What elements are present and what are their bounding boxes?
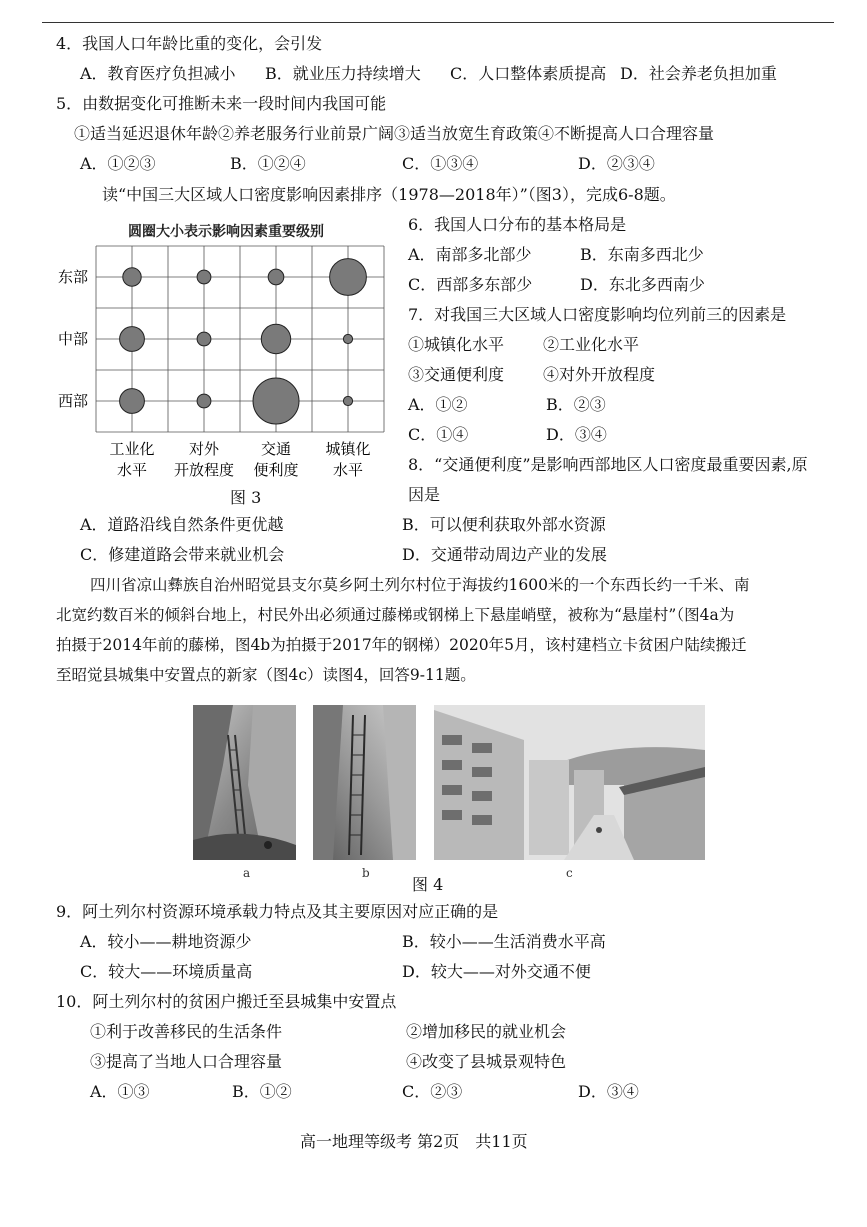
fig3-col-label: 对外 <box>188 440 220 458</box>
fig3-bubble <box>261 324 290 353</box>
q7-statement-3: ③交通便利度 <box>408 365 505 384</box>
q9-option-c: C．较大——环境质量高 <box>80 962 253 981</box>
q4-option-d: D．社会养老负担加重 <box>620 64 777 83</box>
fig3-col-label: 开放程度 <box>173 461 235 479</box>
q10-option-d: D．③④ <box>578 1082 639 1101</box>
top-rule <box>42 22 834 23</box>
figure-3-bubble-chart <box>56 216 396 506</box>
q8-option-c: C．修建道路会带来就业机会 <box>80 545 285 564</box>
passage-line-4: 至昭觉县城集中安置点的新家（图4c）读图4，回答9-11题。 <box>56 666 476 684</box>
q5-option-a: A．①②③ <box>80 154 156 173</box>
q4-option-a: A．教育医疗负担减小 <box>80 64 236 83</box>
q7-statement-2: ②工业化水平 <box>543 335 640 354</box>
passage-line-1: 四川省凉山彝族自治州昭觉县支尔莫乡阿土列尔村位于海拔约1600米的一个东西长约一千米、南 <box>90 576 750 594</box>
photo-4b-steel-ladder <box>313 705 416 860</box>
passage-line-2: 北宽约数百米的倾斜台地上，村民外出必须通过藤梯或钢梯上下悬崖峭壁，被称为“悬崖村”（图4a为 <box>56 606 735 624</box>
q6-option-a: A．南部多北部少 <box>408 245 532 264</box>
fig3-row-labels <box>58 268 88 410</box>
fig4-label-c: c <box>566 866 573 880</box>
q9-stem: 9．阿土列尔村资源环境承载力特点及其主要原因对应正确的是 <box>56 902 499 921</box>
fig4-label-a: a <box>243 866 251 880</box>
q10-stem: 10．阿土列尔村的贫困户搬迁至县城集中安置点 <box>56 992 397 1011</box>
q10-statement-4: ④改变了县城景观特色 <box>406 1052 567 1071</box>
q6-option-b: B．东南多西北少 <box>580 245 704 264</box>
fig3-bubble <box>253 378 299 424</box>
fig3-col-label: 水平 <box>116 461 148 479</box>
q9-option-b: B．较小——生活消费水平高 <box>402 932 606 951</box>
q7-statement-1: ①城镇化水平 <box>408 335 505 354</box>
fig3-row-label: 中部 <box>58 330 89 348</box>
fig3-row-label: 西部 <box>58 392 89 410</box>
q9-option-a: A．较小——耕地资源少 <box>80 932 252 951</box>
photo-4a-vine-ladder <box>193 705 296 860</box>
q9-option-d: D．较大——对外交通不便 <box>402 962 591 981</box>
fig3-bubble <box>343 334 352 343</box>
q7-option-a: A．①② <box>408 395 468 414</box>
q5-statements: ①适当延迟退休年龄②养老服务行业前景广阔③适当放宽生育政策④不断提高人口合理容量 <box>74 124 715 143</box>
fig3-title: 圆圈大小表示影响因素重要级别 <box>128 224 324 240</box>
fig4-caption: 图 4 <box>412 875 444 894</box>
fig3-col-label: 水平 <box>332 461 364 479</box>
q6-option-c: C．西部多东部少 <box>408 275 533 294</box>
q8-stem-line1: 8．“交通便利度”是影响西部地区人口密度最重要因素,原 <box>408 455 808 474</box>
q8-stem-line2: 因是 <box>408 485 441 504</box>
fig3-bubble <box>268 269 284 285</box>
fig3-row-label: 东部 <box>58 268 89 286</box>
fig3-bubble <box>120 327 145 352</box>
fig3-bubble <box>343 396 352 405</box>
q6-stem: 6．我国人口分布的基本格局是 <box>408 215 627 234</box>
q7-option-c: C．①④ <box>408 425 469 444</box>
q10-option-a: A．①③ <box>90 1082 150 1101</box>
q10-option-c: C．②③ <box>402 1082 463 1101</box>
q7-option-d: D．③④ <box>546 425 607 444</box>
q7-statement-4: ④对外开放程度 <box>543 365 656 384</box>
fig3-col-label: 交通 <box>260 440 292 458</box>
q7-stem: 7．对我国三大区域人口密度影响均位列前三的因素是 <box>408 305 787 324</box>
q5-stem: 5．由数据变化可推断未来一段时间内我国可能 <box>56 94 387 113</box>
fig3-circles <box>120 259 367 424</box>
q6-option-d: D．东北多西南少 <box>580 275 705 294</box>
fig3-col-label: 工业化 <box>109 440 155 458</box>
page-footer: 高一地理等级考 第2页 共11页 <box>300 1132 528 1151</box>
q10-statement-2: ②增加移民的就业机会 <box>406 1022 567 1041</box>
q5-option-b: B．①②④ <box>230 154 306 173</box>
fig3-col-label: 城镇化 <box>325 440 371 458</box>
fig3-bubble <box>123 268 141 286</box>
fig3-bubble <box>330 259 367 296</box>
q8-option-b: B．可以便利获取外部水资源 <box>402 515 606 534</box>
q10-statement-3: ③提高了当地人口合理容量 <box>90 1052 283 1071</box>
fig3-bubble <box>197 270 211 284</box>
fig3-col-labels <box>109 440 370 479</box>
fig3-bubble <box>120 389 145 414</box>
q8-option-d: D．交通带动周边产业的发展 <box>402 545 607 564</box>
photo-4c-resettlement-site <box>434 705 705 860</box>
q10-statement-1: ①利于改善移民的生活条件 <box>90 1022 283 1041</box>
q7-option-b: B．②③ <box>546 395 606 414</box>
passage-line-3: 拍摄于2014年前的藤梯，图4b为拍摄于2017年的钢梯）2020年5月，该村建档立卡贫困户陆续搬迁 <box>56 636 747 654</box>
q5-option-c: C．①③④ <box>402 154 479 173</box>
fig3-bubble <box>197 332 211 346</box>
q4-stem: 4．我国人口年龄比重的变化，会引发 <box>56 34 323 53</box>
q8-option-a: A．道路沿线自然条件更优越 <box>80 515 284 534</box>
fig3-bubble <box>197 394 211 408</box>
intro-6-8: 读“中国三大区域人口密度影响因素排序（1978—2018年）”（图3），完成6-8题。 <box>102 185 676 204</box>
q10-option-b: B．①② <box>232 1082 292 1101</box>
fig4-label-b: b <box>362 866 370 880</box>
q4-option-b: B．就业压力持续增大 <box>265 64 421 83</box>
fig3-caption: 图 3 <box>230 488 262 507</box>
fig3-col-label: 便利度 <box>253 461 299 479</box>
q5-option-d: D．②③④ <box>578 154 655 173</box>
q4-option-c: C．人口整体素质提高 <box>450 64 607 83</box>
